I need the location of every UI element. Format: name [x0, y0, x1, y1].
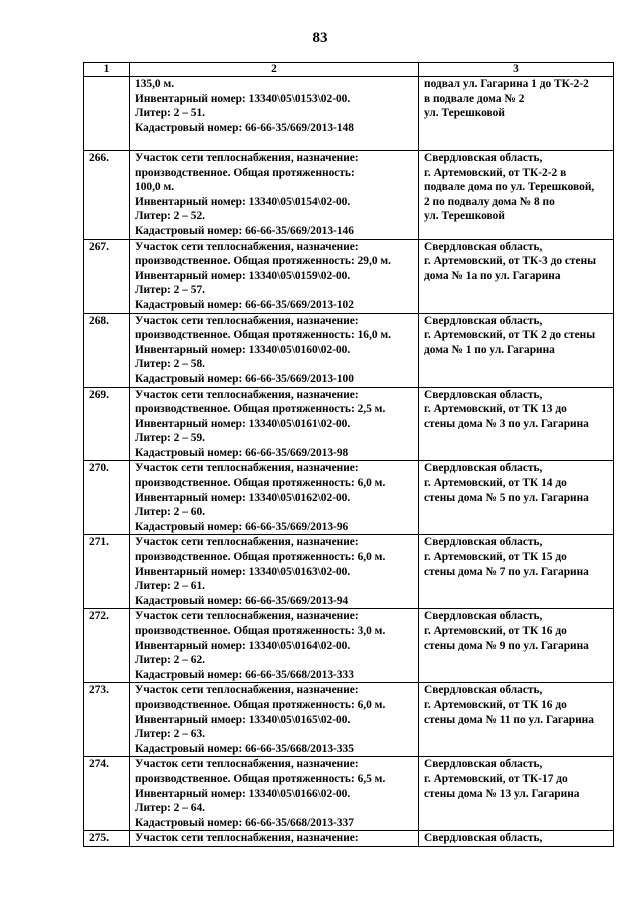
page-number: 83 [312, 30, 328, 46]
description-line: Инвентарный номер: 13340\05\0153\02-00. [135, 92, 351, 105]
address-line: дома № 1а по ул. Гагарина [424, 269, 561, 282]
description-line: Кадастровый номер: 66-66-35/669/2013-100 [135, 372, 354, 385]
description-cell [130, 387, 419, 461]
table-row [84, 313, 614, 387]
description-line: Инвентарный номер: 13340\05\0164\02-00. [135, 639, 351, 652]
description-line: Кадастровый номер: 66-66-35/668/2013-333 [135, 668, 354, 681]
address-line: дома № 1 по ул. Гагарина [424, 343, 555, 356]
description-cell [130, 831, 419, 847]
description-line: Участок сети теплоснабжения, назначение: [135, 684, 359, 697]
description-cell [130, 77, 419, 151]
table-header-row [84, 63, 614, 77]
description-line: Инвентарный номер: 13340\05\0162\02-00. [135, 491, 351, 504]
description-line: Кадастровый номер: 66-66-35/669/2013-148 [135, 121, 354, 134]
table-row [84, 239, 614, 313]
address-line: Свердловская область, [424, 536, 543, 549]
description-line: производственное. Общая протяженность: 6,0 м. [135, 551, 386, 564]
description-line: Литер: 2 – 52. [135, 210, 206, 223]
address-line: Свердловская область, [424, 758, 543, 771]
address-line: подвале дома по ул. Терешковой, [424, 181, 595, 194]
description-line: Литер: 2 – 62. [135, 654, 206, 667]
table-row [84, 77, 614, 151]
description-line: Литер: 2 – 59. [135, 432, 206, 445]
description-line: Литер: 2 – 51. [135, 107, 206, 120]
description-line: Участок сети теплоснабжения, назначение: [135, 462, 359, 475]
address-line: стены дома № 13 ул. Гагарина [424, 787, 580, 800]
address-cell [419, 77, 614, 151]
description-line: Литер: 2 – 58. [135, 358, 206, 371]
table-row [84, 609, 614, 683]
description-line: Литер: 2 – 64. [135, 802, 206, 815]
address-cell [419, 535, 614, 609]
description-line: производственное. Общая протяженность: 2,5 м. [135, 403, 386, 416]
row-number-cell: 267. [84, 239, 130, 313]
description-line: Кадастровый номер: 66-66-35/669/2013-102 [135, 298, 354, 311]
description-cell [130, 313, 419, 387]
description-cell [130, 239, 419, 313]
table-row [84, 151, 614, 240]
description-line: Участок сети теплоснабжения, назначение: [135, 152, 359, 164]
description-line: Инвентарный номер: 13340\05\0166\02-00. [135, 787, 351, 800]
description-cell [130, 757, 419, 831]
row-number-cell: 274. [84, 757, 130, 831]
address-line: стены дома № 9 по ул. Гагарина [424, 639, 589, 652]
row-number-cell: 268. [84, 313, 130, 387]
table-row [84, 535, 614, 609]
description-line: Инвентарный нмоер: 13340\05\0165\02-00. [135, 713, 351, 726]
description-line: Кадастровый номер: 66-66-35/669/2013-146 [135, 224, 354, 237]
row-number-cell: 269. [84, 387, 130, 461]
table-row [84, 461, 614, 535]
table-row [84, 387, 614, 461]
address-line: г. Артемовский, от ТК 2 до стены [424, 329, 596, 342]
description-line: Литер: 2 – 63. [135, 728, 206, 741]
description-line: Участок сети теплоснабжения, назначение: [135, 610, 359, 623]
description-line: Кадастровый номер: 66-66-35/669/2013-94 [135, 594, 349, 607]
property-registry-table [83, 62, 614, 847]
address-line: Свердловская область, [424, 684, 543, 697]
description-cell [130, 683, 419, 757]
description-line: Кадастровый номер: 66-66-35/668/2013-337 [135, 816, 354, 829]
description-line: производственное. Общая протяженность: 6,0 м. [135, 698, 386, 711]
description-line: производственное. Общая протяженность: 3,0 м. [135, 625, 386, 637]
description-line: Кадастровый номер: 66-66-35/669/2013-96 [135, 520, 349, 533]
address-line: г. Артемовский, от ТК 15 до [424, 551, 567, 564]
description-cell [130, 609, 419, 683]
address-line: 2 по подвалу дома № 8 по [424, 195, 555, 208]
description-line: Литер: 2 – 57. [135, 284, 206, 297]
description-line: производственное. Общая протяженность: 16,0 м. [135, 329, 391, 342]
description-cell [130, 151, 419, 240]
table-row [84, 831, 614, 847]
address-line: подвал ул. Гагарина 1 до ТК-2-2 [424, 78, 589, 90]
description-line: Инвентарный номер: 13340\05\0163\02-00. [135, 565, 351, 578]
column-header-description: 2 [130, 63, 419, 77]
description-line: Инвентарный номер: 13340\05\0160\02-00. [135, 343, 351, 356]
address-cell [419, 683, 614, 757]
address-line: ул. Терешковой [424, 210, 505, 223]
address-cell [419, 831, 614, 847]
address-cell [419, 239, 614, 313]
address-line: Свердловская область, [424, 832, 543, 845]
description-line: Участок сети теплоснабжения, назначение: [135, 536, 359, 549]
description-line: производственное. Общая протяженность: 29,0 м. [135, 255, 391, 268]
address-line: г. Артемовский, от ТК 16 до [424, 625, 567, 637]
address-line: стены дома № 7 по ул. Гагарина [424, 565, 589, 578]
address-line: стены дома № 5 по ул. Гагарина [424, 491, 589, 504]
description-line: Участок сети теплоснабжения, назначение: [135, 240, 359, 253]
description-line: Кадастровый номер: 66-66-35/668/2013-335 [135, 742, 354, 755]
description-cell [130, 535, 419, 609]
description-line: производственное. Общая протяженность: [135, 166, 355, 179]
column-header-address: 3 [419, 63, 614, 77]
row-number-cell [84, 77, 130, 151]
row-number-cell: 273. [84, 683, 130, 757]
description-line: Участок сети теплоснабжения, назначение: [135, 314, 359, 327]
address-line: г. Артемовский, от ТК 14 до [424, 477, 567, 490]
address-cell [419, 313, 614, 387]
address-line: Свердловская область, [424, 152, 543, 164]
address-line: г. Артемовский, от ТК-17 до [424, 772, 568, 785]
description-line: Инвентарный номер: 13340\05\0159\02-00. [135, 269, 351, 282]
address-line: стены дома № 11 по ул. Гагарина [424, 713, 594, 726]
table-row [84, 757, 614, 831]
description-line: Литер: 2 – 60. [135, 506, 206, 519]
address-cell [419, 387, 614, 461]
description-line: 135,0 м. [135, 78, 175, 90]
address-line: ул. Терешковой [424, 107, 505, 120]
row-number-cell: 271. [84, 535, 130, 609]
row-number-cell: 275. [84, 831, 130, 847]
address-cell [419, 461, 614, 535]
description-line: производственное. Общая протяженность: 6,0 м. [135, 477, 386, 490]
address-cell [419, 609, 614, 683]
description-line: Инвентарный номер: 13340\05\0154\02-00. [135, 195, 351, 208]
description-line: производственное. Общая протяженность: 6,5 м. [135, 772, 386, 785]
description-line: Участок сети теплоснабжения, назначение: [135, 388, 359, 401]
table-row [84, 683, 614, 757]
address-cell [419, 757, 614, 831]
address-line: г. Артемовский, от ТК 16 до [424, 698, 567, 711]
description-line: 100,0 м. [135, 181, 175, 194]
address-line: Свердловская область, [424, 314, 543, 327]
row-number-cell: 270. [84, 461, 130, 535]
description-line: Участок сети теплоснабжения, назначение: [135, 832, 359, 845]
address-line: Свердловская область, [424, 240, 543, 253]
description-line: Инвентарный номер: 13340\05\0161\02-00. [135, 417, 351, 430]
address-line: Свердловская область, [424, 610, 543, 623]
address-line: в подвале дома № 2 [424, 92, 525, 105]
address-cell [419, 151, 614, 240]
description-cell [130, 461, 419, 535]
column-header-number: 1 [84, 63, 130, 77]
table-body [84, 77, 614, 847]
address-line: Свердловская область, [424, 388, 543, 401]
description-line: Участок сети теплоснабжения, назначение: [135, 758, 359, 771]
address-line: стены дома № 3 по ул. Гагарина [424, 417, 589, 430]
address-line: г. Артемовский, от ТК-3 до стены [424, 255, 597, 268]
row-number-cell: 266. [84, 151, 130, 240]
address-line: Свердловская область, [424, 462, 543, 475]
address-line: г. Артемовский, от ТК 13 до [424, 403, 567, 416]
row-number-cell: 272. [84, 609, 130, 683]
description-line: Литер: 2 – 61. [135, 580, 206, 593]
description-line: Кадастровый номер: 66-66-35/669/2013-98 [135, 446, 349, 459]
address-line: г. Артемовский, от ТК-2-2 в [424, 166, 567, 179]
